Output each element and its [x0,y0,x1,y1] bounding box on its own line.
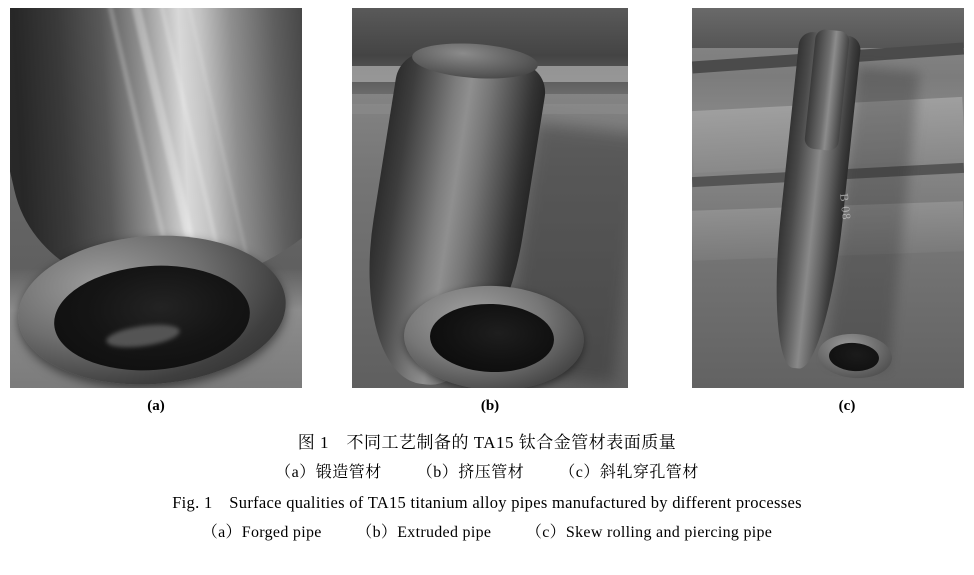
caption-cn-item-c: （c）斜轧穿孔管材 [559,464,699,481]
figure-panel-b [352,8,628,388]
skew-rolling-piercing-pipe-photo [692,8,964,388]
forged-pipe-photo [10,8,302,388]
caption-en-item-c: （c）Skew rolling and piercing pipe [525,524,773,541]
figure-panel-c [692,8,964,388]
caption-chinese-title: 图 1 不同工艺制备的 TA15 钛合金管材表面质量 [297,433,677,452]
caption-english-subitems [0,518,974,548]
chalk-mark-text: B 08 [837,192,854,222]
caption-cn-item-a: （a）锻造管材 [275,464,382,481]
caption-en-item-a: （a）Forged pipe [201,524,322,541]
panel-label-a: (a) [147,398,165,414]
panel-label-c: (c) [838,398,856,414]
caption-cn-item-b: （b）挤压管材 [416,464,525,481]
caption-en-item-b: （b）Extruded pipe [356,524,492,541]
caption-english-title: Fig. 1 Surface qualities of TA15 titanium alloy pipes manufactured by different processes [172,493,802,512]
panel-label-b: (b) [480,398,500,414]
caption-chinese-subitems [0,458,974,488]
figure-caption [0,428,974,548]
figure-panel-a [10,8,302,388]
extruded-pipe-photo [352,8,628,388]
